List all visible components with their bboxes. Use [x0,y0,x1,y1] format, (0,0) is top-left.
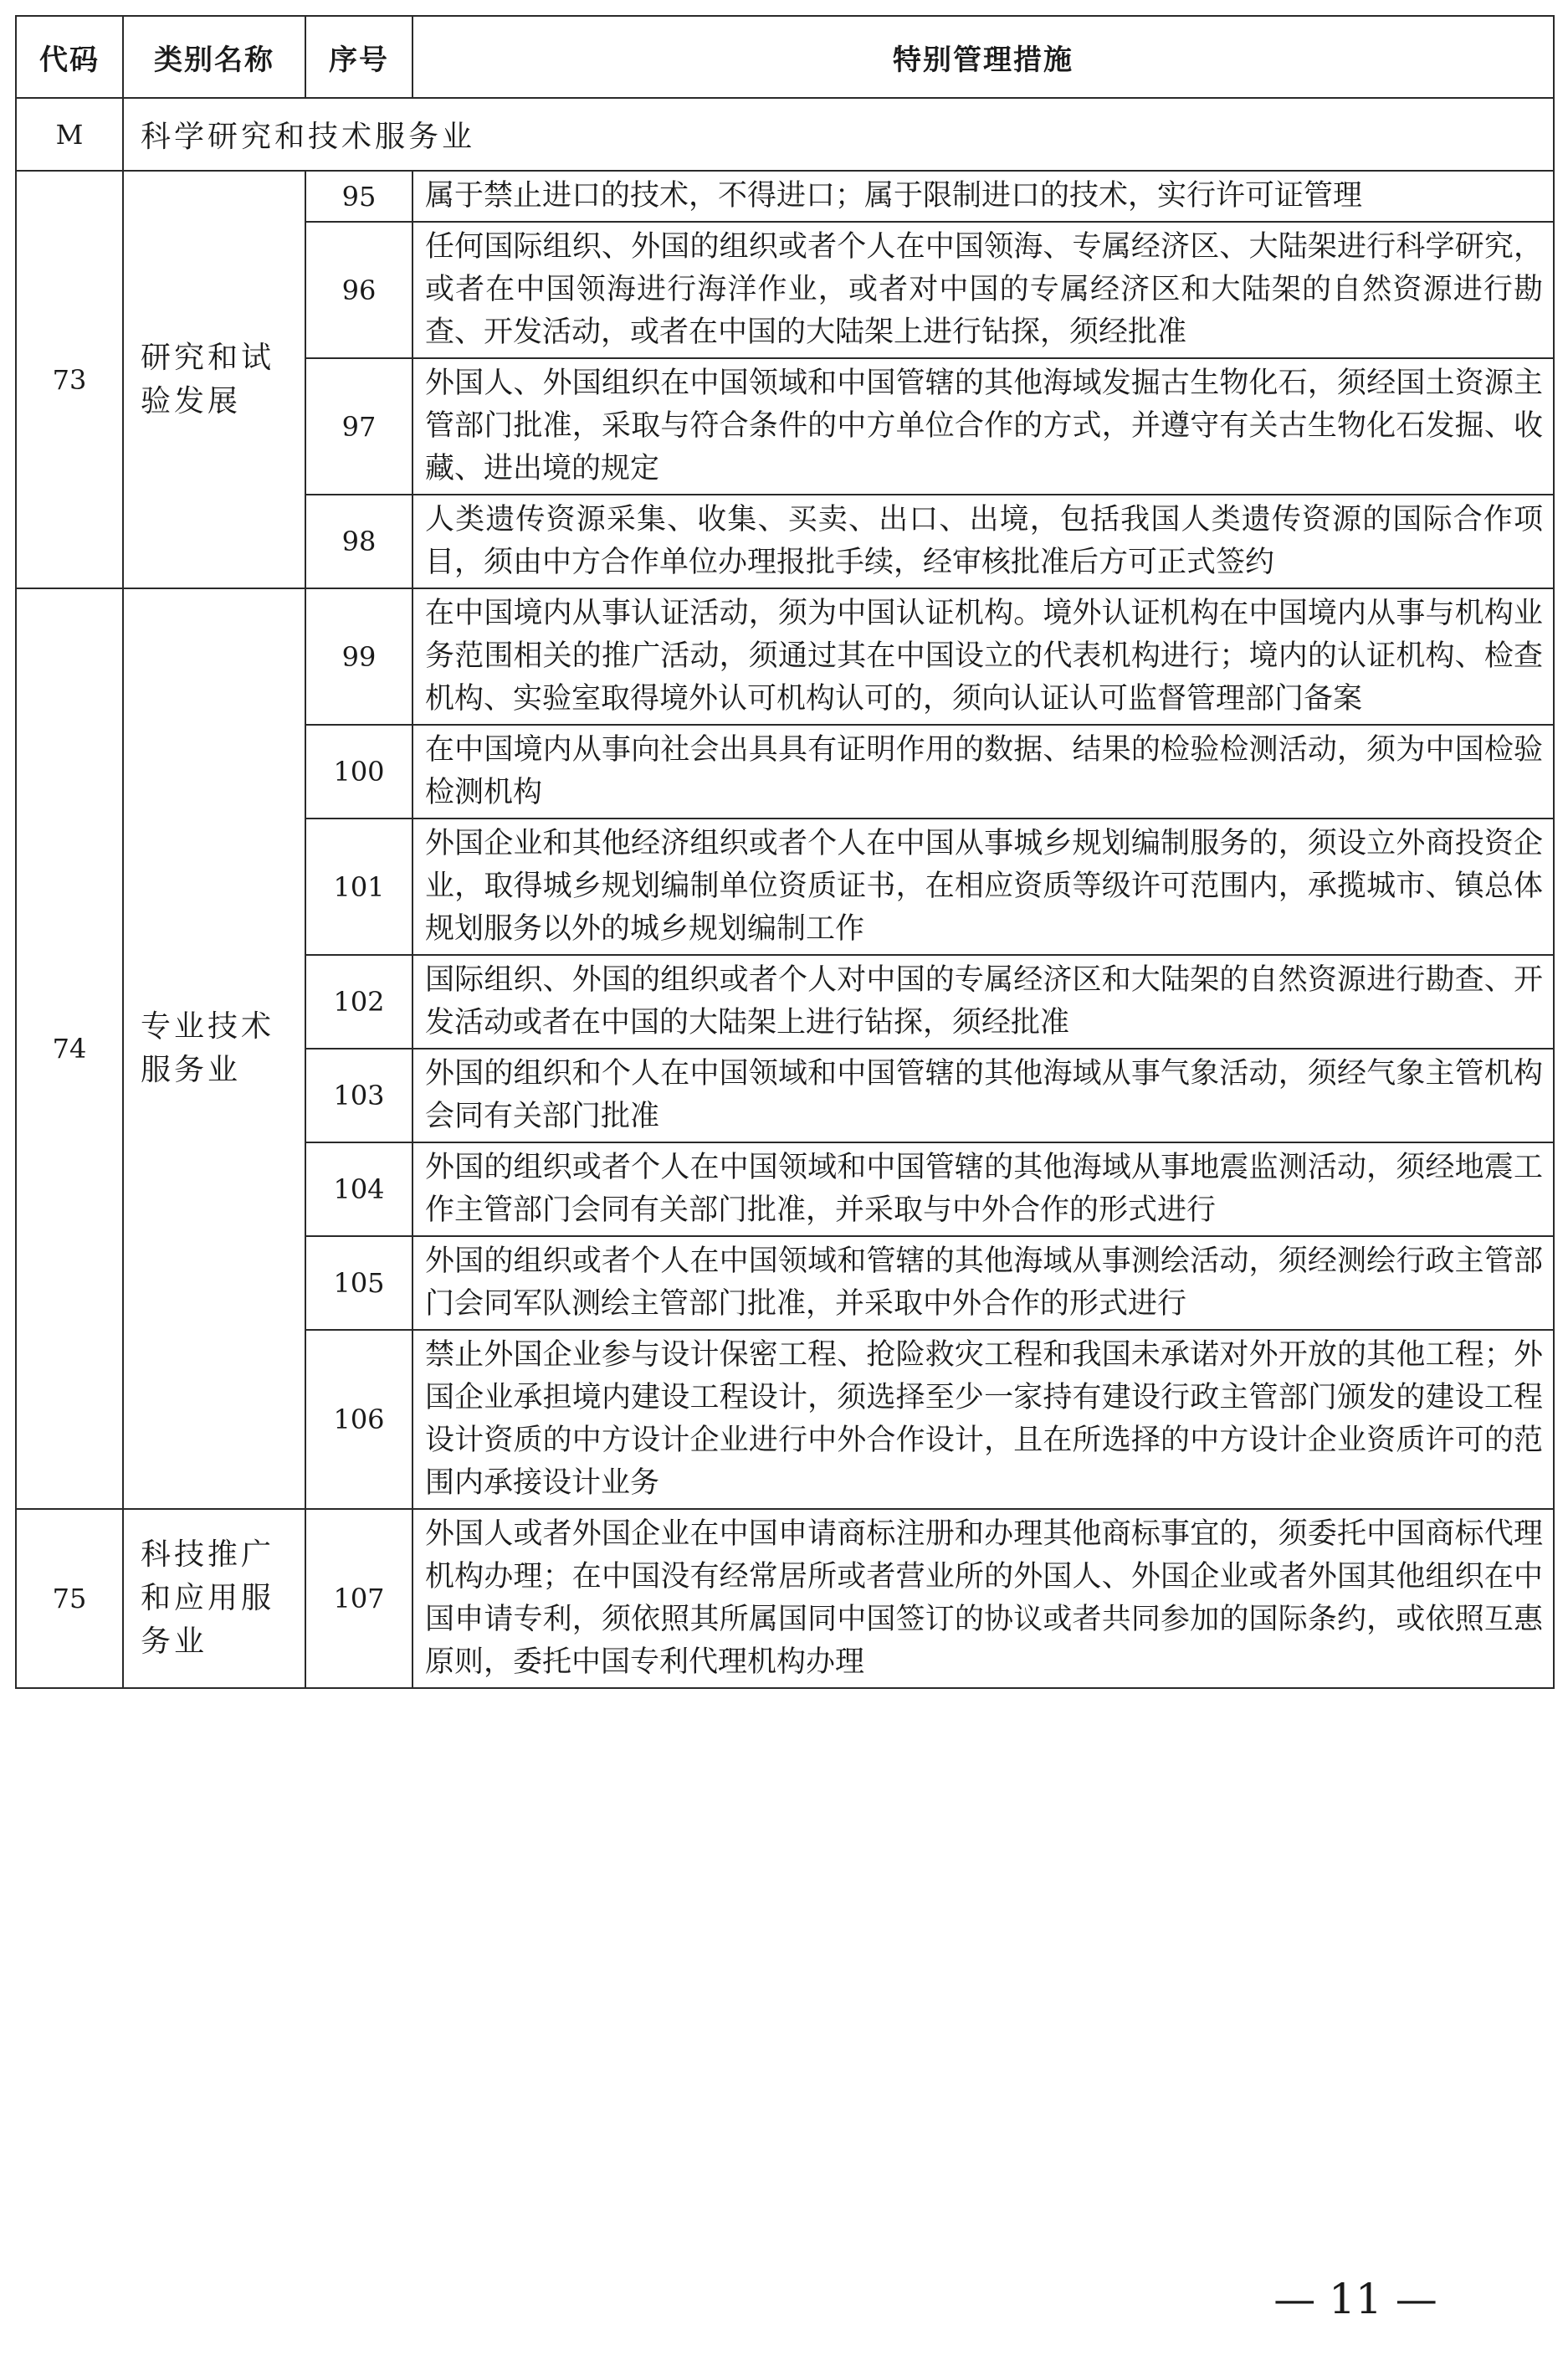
group-code: 74 [16,588,123,1509]
row-seq: 96 [305,222,412,358]
row-measure: 在中国境内从事向社会出具具有证明作用的数据、结果的检验检测活动，须为中国检验检测机构 [412,725,1554,819]
table-header-row [16,16,1554,98]
row-measure: 国际组织、外国的组织或者个人对中国的专属经济区和大陆架的自然资源进行勘查、开发活动或者在中国的大陆架上进行钻探，须经批准 [412,955,1554,1049]
row-measure: 外国人或者外国企业在中国申请商标注册和办理其他商标事宜的，须委托中国商标代理机构办理；在中国没有经常居所或者营业所的外国人、外国企业或者外国其他组织在中国申请专利，须依照其所属国同中国签订的协议或者共同参加的国际条约，或依照互惠原则，委托中国专利代理机构办理 [412,1509,1554,1688]
row-seq: 99 [305,588,412,725]
row-seq: 102 [305,955,412,1049]
row-measure: 属于禁止进口的技术，不得进口；属于限制进口的技术，实行许可证管理 [412,171,1554,222]
header-seq: 序号 [305,16,412,98]
section-code: M [16,98,123,171]
row-measure: 在中国境内从事认证活动，须为中国认证机构。境外认证机构在中国境内从事与机构业务范围相关的推广活动，须通过其在中国设立的代表机构进行；境内的认证机构、检查机构、实验室取得境外认可机构认可的，须向认证认可监督管理部门备案 [412,588,1554,725]
special-measures-table [15,15,1555,1689]
section-name: 科学研究和技术服务业 [123,98,1554,171]
row-seq: 101 [305,819,412,955]
row-seq: 98 [305,495,412,588]
table-body [16,98,1554,1688]
row-seq: 104 [305,1142,412,1236]
row-measure: 禁止外国企业参与设计保密工程、抢险救灾工程和我国未承诺对外开放的其他工程；外国企业承担境内建设工程设计，须选择至少一家持有建设行政主管部门颁发的建设工程设计资质的中方设计企业进行中外合作设计，且在所选择的中方设计企业资质许可的范围内承接设计业务 [412,1330,1554,1509]
group-name: 专业技术服务业 [123,588,305,1509]
table-row [16,1509,1554,1688]
row-measure: 人类遗传资源采集、收集、买卖、出口、出境，包括我国人类遗传资源的国际合作项目，须由中方合作单位办理报批手续，经审核批准后方可正式签约 [412,495,1554,588]
page-number: — 11 — [1273,2275,1437,2323]
row-measure: 任何国际组织、外国的组织或者个人在中国领海、专属经济区、大陆架进行科学研究，或者在中国领海进行海洋作业，或者对中国的专属经济区和大陆架的自然资源进行勘查、开发活动，或者在中国的大陆架上进行钻探，须经批准 [412,222,1554,358]
group-code: 75 [16,1509,123,1688]
row-measure: 外国的组织或者个人在中国领域和中国管辖的其他海域从事地震监测活动，须经地震工作主管部门会同有关部门批准，并采取与中外合作的形式进行 [412,1142,1554,1236]
row-seq: 100 [305,725,412,819]
header-code: 代码 [16,16,123,98]
section-row [16,98,1554,171]
row-measure: 外国人、外国组织在中国领域和中国管辖的其他海域发掘古生物化石，须经国土资源主管部门批准，采取与符合条件的中方单位合作的方式，并遵守有关古生物化石发掘、收藏、进出境的规定 [412,358,1554,495]
row-measure: 外国的组织和个人在中国领域和中国管辖的其他海域从事气象活动，须经气象主管机构会同有关部门批准 [412,1049,1554,1142]
row-measure: 外国企业和其他经济组织或者个人在中国从事城乡规划编制服务的，须设立外商投资企业，取得城乡规划编制单位资质证书，在相应资质等级许可范围内，承揽城市、镇总体规划服务以外的城乡规划编制工作 [412,819,1554,955]
table-row [16,588,1554,725]
group-code: 73 [16,171,123,588]
row-seq: 97 [305,358,412,495]
header-measures: 特别管理措施 [412,16,1554,98]
group-name: 科技推广和应用服务业 [123,1509,305,1688]
row-seq: 107 [305,1509,412,1688]
row-measure: 外国的组织或者个人在中国领域和管辖的其他海域从事测绘活动，须经测绘行政主管部门会同军队测绘主管部门批准，并采取中外合作的形式进行 [412,1236,1554,1330]
row-seq: 106 [305,1330,412,1509]
row-seq: 105 [305,1236,412,1330]
group-name: 研究和试验发展 [123,171,305,588]
row-seq: 95 [305,171,412,222]
row-seq: 103 [305,1049,412,1142]
table-row [16,171,1554,222]
header-category: 类别名称 [123,16,305,98]
regulation-table-page [15,15,1553,1689]
